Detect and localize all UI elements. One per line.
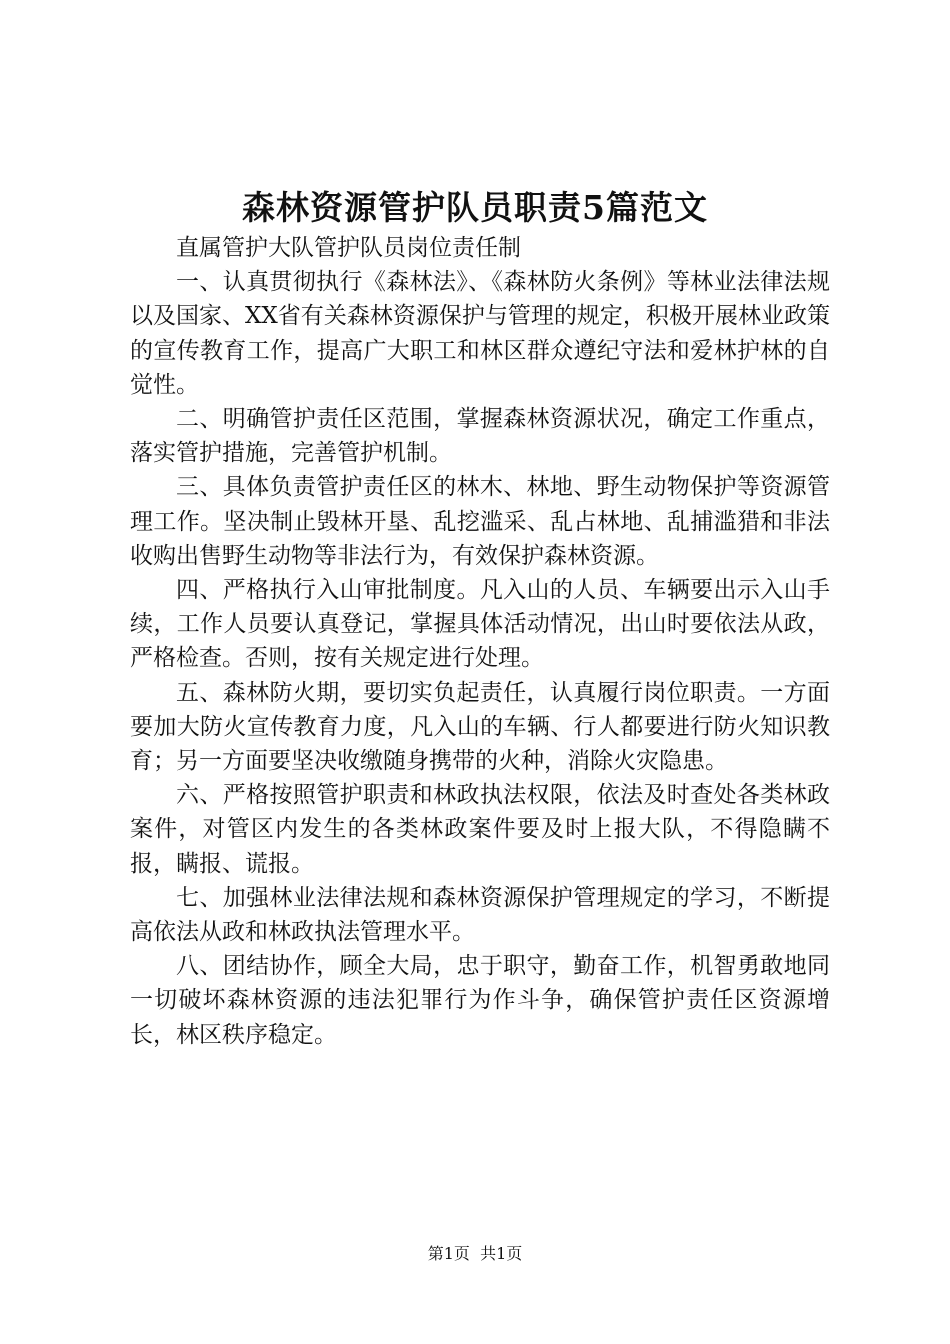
- paragraph-7: 七、加强林业法律法规和森林资源保护管理规定的学习，不断提高依法从政和林政执法管理水平。: [130, 884, 830, 946]
- paragraph-4: 四、严格执行入山审批制度。凡入山的人员、车辆要出示入山手续，工作人员要认真登记，掌握具体活动情况，出山时要依法从政，严格检查。否则，按有关规定进行处理。: [130, 577, 830, 672]
- paragraph-1: 一、认真贯彻执行《森林法》、《森林防火条例》等林业法律法规以及国家、XX省有关森林资源保护与管理的规定，积极开展林业政策的宣传教育工作，提高广大职工和林区群众遵纪守法和爱林护林的自觉性。: [130, 269, 830, 398]
- document-subtitle: 直属管护大队管护队员岗位责任制: [176, 235, 521, 261]
- paragraph-2: 二、明确管护责任区范围，掌握森林资源状况，确定工作重点，落实管护措施，完善管护机制。: [130, 406, 830, 467]
- document-body: [130, 231, 830, 1052]
- paragraph-6: 六、严格按照管护职责和林政执法权限，依法及时查处各类林政案件，对管区内发生的各类林政案件要及时上报大队，不得隐瞒不报，瞒报、谎报。: [130, 782, 830, 877]
- paragraph-3: 三、具体负责管护责任区的林木、林地、野生动物保护等资源管理工作。坚决制止毁林开垦、乱挖滥采、乱占林地、乱捕滥猎和非法收购出售野生动物等非法行为，有效保护森林资源。: [130, 474, 830, 569]
- page-footer: 第1页 共1页: [427, 1244, 523, 1263]
- paragraph-5: 五、森林防火期，要切实负起责任，认真履行岗位职责。一方面要加大防火宣传教育力度，凡入山的车辆、行人都要进行防火知识教育；另一方面要坚决收缴随身携带的火种，消除火灾隐患。: [130, 679, 830, 775]
- document-title: 森林资源管护队员职责5篇范文: [242, 188, 708, 227]
- paragraph-8: 八、团结协作，顾全大局，忠于职守，勤奋工作，机智勇敢地同一切破坏森林资源的违法犯罪行为作斗争，确保管护责任区资源增长，林区秩序稳定。: [130, 953, 830, 1048]
